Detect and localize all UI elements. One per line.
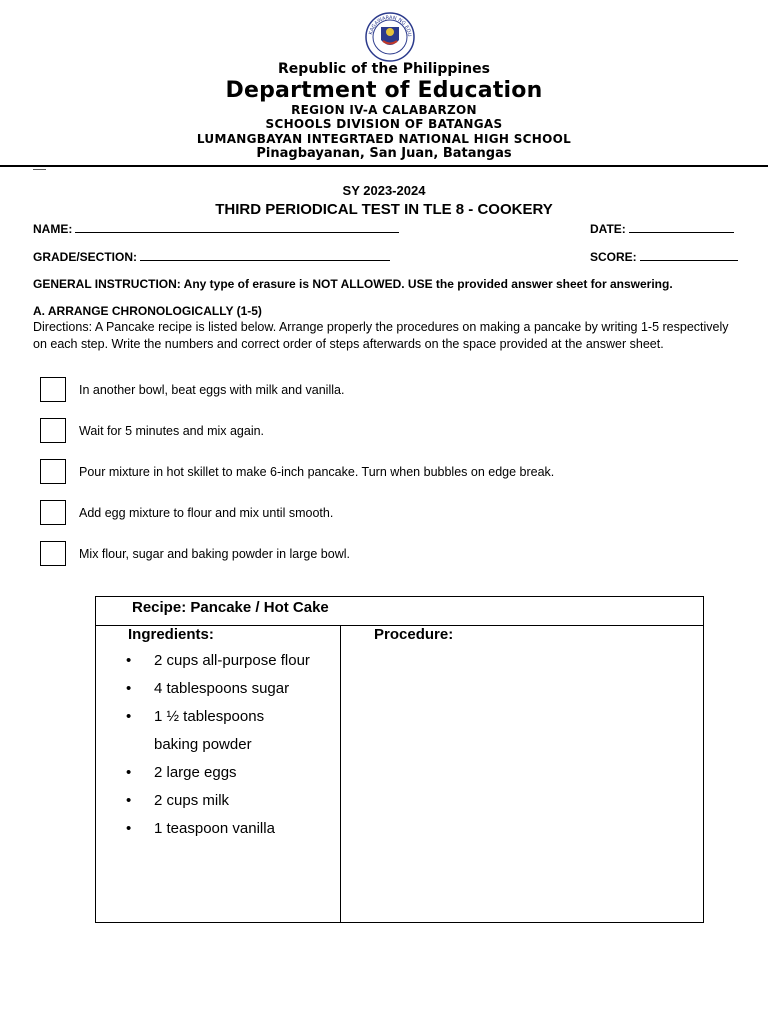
step-text: Mix flour, sugar and baking powder in large bowl. xyxy=(79,547,350,561)
bullet-icon: • xyxy=(126,764,132,781)
date-label: DATE: xyxy=(590,222,626,236)
ingredient-text: 1 teaspoon vanilla xyxy=(154,820,275,837)
bullet-icon: • xyxy=(126,708,132,725)
recipe-title: Recipe: Pancake / Hot Cake xyxy=(132,599,329,616)
bullet-icon: • xyxy=(126,652,132,669)
answer-box[interactable] xyxy=(40,377,66,402)
answer-box[interactable] xyxy=(40,500,66,525)
test-title: THIRD PERIODICAL TEST IN TLE 8 - COOKERY xyxy=(215,201,553,218)
republic-heading: Republic of the Philippines xyxy=(278,61,490,77)
location-heading: Pinagbayanan, San Juan, Batangas xyxy=(256,146,512,161)
ingredient-text: 2 large eggs xyxy=(154,764,237,781)
answer-box[interactable] xyxy=(40,418,66,443)
recipe-card xyxy=(95,596,704,923)
score-blank[interactable] xyxy=(640,250,738,261)
bullet-icon: • xyxy=(126,792,132,809)
section-a-directions: Directions: A Pancake recipe is listed below. Arrange properly the procedures on making a pancake by writing 1-5 respectively on each step. Write the numbers and correct order of steps afterwards on the space provided at the answer sheet. xyxy=(33,320,729,351)
ingredient-text: baking powder xyxy=(154,736,252,753)
general-instruction: GENERAL INSTRUCTION: Any type of erasure is NOT ALLOWED. USE the provided answer sheet for answering. xyxy=(33,277,673,291)
svg-text:KAGAWARAN NG EDUKASYON: KAGAWARAN NG EDU xyxy=(368,14,413,37)
score-field xyxy=(590,250,738,264)
date-field xyxy=(590,222,734,236)
grade-section-label: GRADE/SECTION: xyxy=(33,250,138,264)
deped-seal-icon xyxy=(365,12,415,62)
bullet-icon: • xyxy=(126,820,132,837)
divider-mark xyxy=(33,169,46,170)
answer-box[interactable] xyxy=(40,459,66,484)
region-heading: REGION IV-A CALABARZON xyxy=(291,103,477,117)
ingredients-heading: Ingredients: xyxy=(128,626,214,643)
section-a-heading: A. ARRANGE CHRONOLOGICALLY (1-5) xyxy=(33,304,262,318)
school-year: SY 2023-2024 xyxy=(342,183,426,198)
grade-section-field xyxy=(33,250,390,264)
name-field xyxy=(33,222,399,236)
step-text: Wait for 5 minutes and mix again. xyxy=(79,424,265,438)
bullet-icon: • xyxy=(126,680,132,697)
ingredient-text: 1 ½ tablespoons xyxy=(154,708,265,725)
school-heading: LUMANGBAYAN INTEGRTAED NATIONAL HIGH SCHOOL xyxy=(196,132,572,146)
date-blank[interactable] xyxy=(629,222,734,233)
grade-section-blank[interactable] xyxy=(140,250,390,261)
name-blank[interactable] xyxy=(75,222,399,233)
step-text: In another bowl, beat eggs with milk and vanilla. xyxy=(79,383,345,397)
step-text: Pour mixture in hot skillet to make 6-inch pancake. Turn when bubbles on edge break. xyxy=(79,465,555,479)
ingredient-text: 4 tablespoons sugar xyxy=(154,680,290,697)
ingredient-text: 2 cups all-purpose flour xyxy=(154,652,310,669)
recipe-column-divider xyxy=(340,626,341,922)
score-label: SCORE: xyxy=(590,250,637,264)
ingredient-text: 2 cups milk xyxy=(154,792,230,809)
department-heading: Department of Education xyxy=(225,78,543,103)
name-label: NAME: xyxy=(33,222,73,236)
step-text: Add egg mixture to flour and mix until smooth. xyxy=(79,506,334,520)
header-divider xyxy=(0,165,768,167)
division-heading: SCHOOLS DIVISION OF BATANGAS xyxy=(265,117,503,131)
answer-box[interactable] xyxy=(40,541,66,566)
procedure-heading: Procedure: xyxy=(374,626,454,643)
